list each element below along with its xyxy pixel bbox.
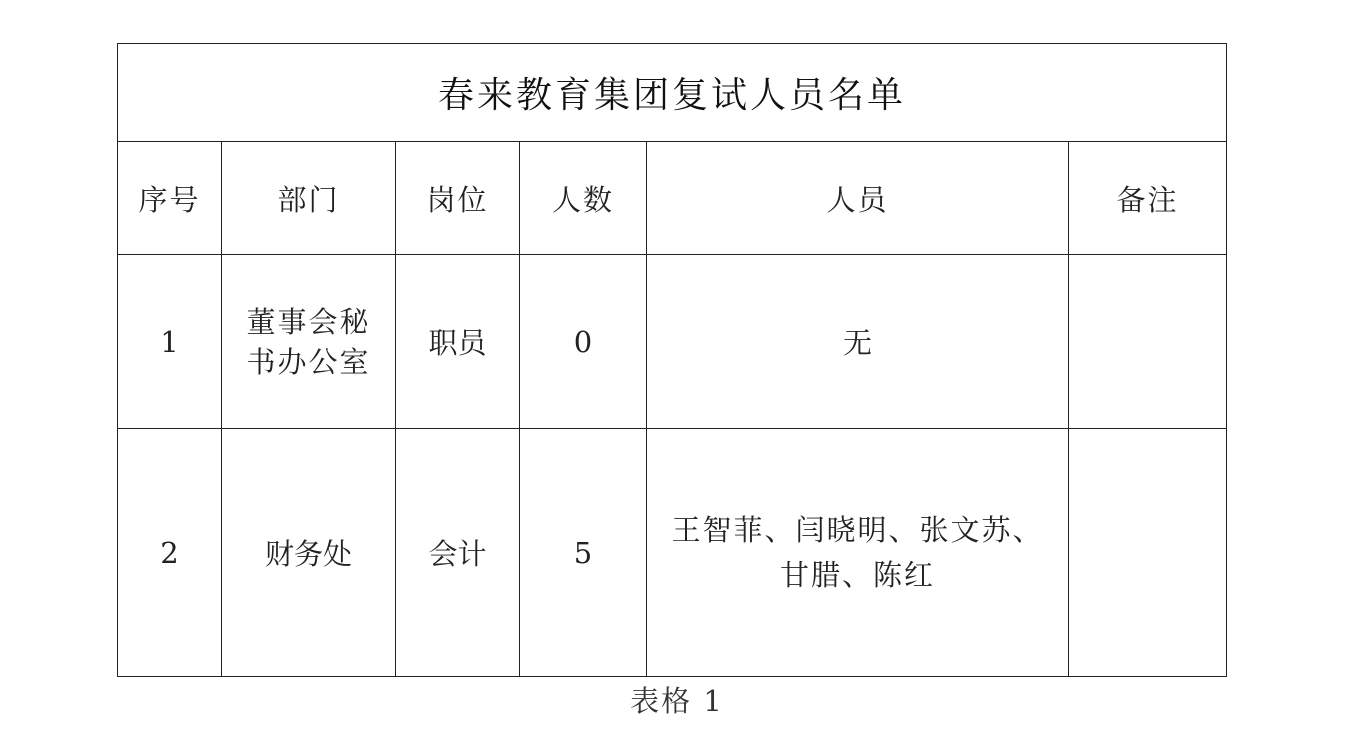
header-members: 人员: [647, 142, 1069, 255]
department-text: 董事会秘书办公室: [246, 304, 371, 379]
cell-position: 职员: [396, 255, 520, 429]
header-position: 岗位: [396, 142, 520, 255]
members-text: 王智菲、闫晓明、张文苏、甘腊、陈红: [671, 512, 1044, 592]
cell-remarks: [1069, 255, 1227, 429]
cell-count: 0: [520, 255, 647, 429]
table-title: 春来教育集团复试人员名单: [118, 44, 1227, 142]
header-department: 部门: [222, 142, 396, 255]
cell-index: 1: [118, 255, 222, 429]
cell-position: 会计: [396, 429, 520, 677]
table-row: [118, 429, 1227, 677]
cell-department: [222, 255, 396, 429]
cell-index: 2: [118, 429, 222, 677]
cell-remarks: [1069, 429, 1227, 677]
header-index: 序号: [118, 142, 222, 255]
header-count: 人数: [520, 142, 647, 255]
table-header-row: [118, 142, 1227, 255]
table-row: [118, 255, 1227, 429]
table-caption: 表格 1: [630, 684, 724, 718]
cell-members: 无: [647, 255, 1069, 429]
interview-roster-table: [117, 43, 1227, 677]
cell-count: 5: [520, 429, 647, 677]
header-remarks: 备注: [1069, 142, 1227, 255]
table-title-row: [118, 44, 1227, 142]
cell-department: 财务处: [222, 429, 396, 677]
cell-members: [647, 429, 1069, 677]
previous-page-text-fragment: [285, 0, 545, 4]
